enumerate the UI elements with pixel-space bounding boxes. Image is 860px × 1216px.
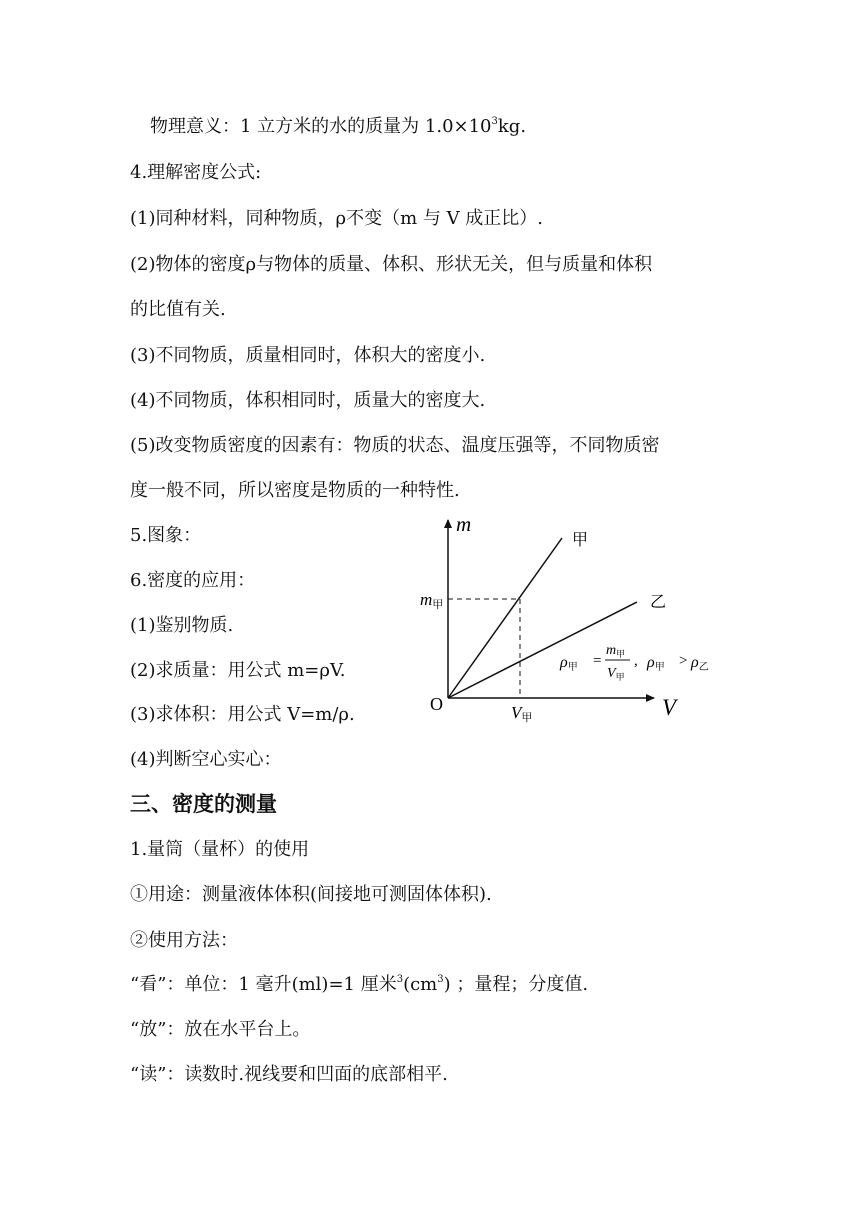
line-jia <box>448 538 562 698</box>
section-5-title: 5.图象： <box>130 525 202 546</box>
v-jia-label: V甲 <box>511 703 533 724</box>
m-jia-label: m甲 <box>420 590 444 611</box>
point-1: (1)同种材料，同种物质，ρ不变（m 与 V 成正比）. <box>130 208 544 229</box>
exponent: 3 <box>491 116 498 127</box>
point-2: (2)物体的密度ρ与物体的质量、体积、形状无关，但与质量和体积 <box>130 254 653 275</box>
section-6-title: 6.密度的应用： <box>130 570 256 591</box>
greater-than: > <box>679 653 688 669</box>
application-2: (2)求质量：用公式 m=ρV. <box>130 660 346 681</box>
usage-look-cm: (cm <box>403 974 438 995</box>
fraction-denominator: $V_甲$ <box>607 666 625 682</box>
point-5-cont: 度一般不同，所以密度是物质的一种特性. <box>130 480 460 501</box>
usage-read: “读”：读数时.视线要和凹面的底部相平. <box>130 1064 448 1085</box>
fraction-numerator: $m_甲$ <box>606 643 626 659</box>
rho-jia: ρ甲 <box>560 654 578 673</box>
rho-yi: ρ乙 <box>691 654 709 673</box>
usage-place: “放”：放在水平台上。 <box>130 1019 311 1040</box>
point-5: (5)改变物质密度的因素有：物质的状态、温度压强等，不同物质密 <box>130 435 660 456</box>
usage-look <box>130 973 588 997</box>
exponent: 3 <box>437 974 444 985</box>
usage-purpose: ①用途：测量液体体积(间接地可测固体体积). <box>130 884 492 905</box>
line-jia-label: 甲 <box>572 532 589 549</box>
physical-meaning-line <box>150 115 526 139</box>
point-3: (3)不同物质，质量相同时，体积大的密度小. <box>130 345 486 366</box>
section-4-title: 4.理解密度公式: <box>130 162 262 183</box>
cylinder-usage-title: 1.量筒（量杯）的使用 <box>130 839 310 860</box>
usage-method: ②使用方法： <box>130 930 238 951</box>
origin-label: O <box>430 694 443 714</box>
density-graph <box>410 505 730 730</box>
rho-jia-2: ρ甲 <box>647 654 665 673</box>
application-4: (4)判断空心实心： <box>130 749 282 770</box>
y-axis-label: m <box>456 512 472 536</box>
section-heading: 三、密度的测量 <box>130 792 277 816</box>
application-1: (1)鉴别物质. <box>130 615 234 636</box>
physical-meaning-text: 物理意义：1 立方米的水的质量为 1.0×10 <box>150 116 492 137</box>
exponent: 3 <box>396 974 404 985</box>
unit-kg: kg. <box>497 116 527 137</box>
comma: , <box>634 653 638 669</box>
density-formula <box>559 643 709 682</box>
equals-sign: = <box>593 653 602 669</box>
usage-look-end: ) ；量程；分度值. <box>443 974 589 995</box>
x-axis-label: V <box>662 695 677 720</box>
line-yi-label: 乙 <box>650 594 667 611</box>
point-4: (4)不同物质，体积相同时，质量大的密度大. <box>130 390 486 411</box>
usage-look-text: “看”：单位：1 毫升(ml)=1 厘米 <box>130 974 397 995</box>
application-3: (3)求体积：用公式 V=m/ρ. <box>130 704 355 725</box>
point-2-cont: 的比值有关. <box>130 299 226 320</box>
